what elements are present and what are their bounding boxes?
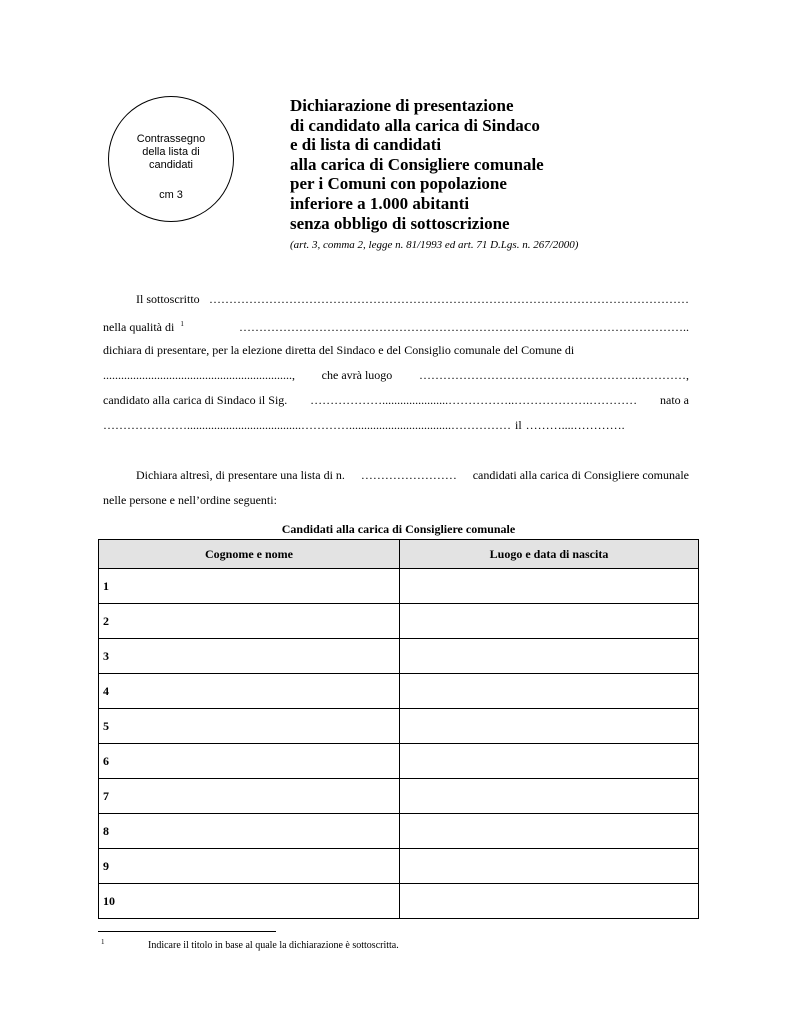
table-row [99, 884, 699, 919]
birth-cell[interactable] [400, 639, 699, 674]
mayor-candidate-field[interactable]: ………………......................……………..……………….………… [310, 393, 638, 407]
row-number-cell[interactable]: 8 [99, 814, 400, 849]
row-number-cell[interactable]: 4 [99, 674, 400, 709]
birth-cell[interactable] [400, 709, 699, 744]
declaration-text: dichiara di presentare, per la elezione diretta del Sindaco e del Consiglio comunale del Comune di [103, 343, 575, 357]
capacity-field[interactable]: ………………………………………………………………………………………………….. [239, 320, 689, 334]
birthdate-field[interactable]: ………....…………. [525, 418, 625, 432]
birthplace-label: nato a [660, 393, 689, 407]
title-line: e di lista di candidati [290, 135, 442, 155]
table-row [99, 814, 699, 849]
title-line: Dichiarazione di presentazione [290, 96, 514, 115]
header-name: Cognome e nome [99, 540, 400, 569]
capacity-label: nella qualità di [103, 320, 175, 334]
table-row [99, 604, 699, 639]
table-row [99, 709, 699, 744]
title-line: di candidato alla carica di Sindaco [290, 115, 540, 135]
birthplace-field[interactable]: …………………......................................…………..................................…………… [103, 418, 511, 432]
table-row [99, 639, 699, 674]
emblem-label: Contrassegno della lista di candidati [136, 133, 206, 171]
birth-cell[interactable] [400, 849, 699, 884]
table-row [99, 744, 699, 779]
row-number-cell[interactable]: 1 [99, 569, 400, 604]
footnote-mark: 1 [101, 938, 105, 946]
row-number-cell[interactable]: 6 [99, 744, 400, 779]
table-row [99, 779, 699, 814]
table-row [99, 849, 699, 884]
mayor-candidate-line [103, 393, 689, 407]
birth-cell[interactable] [400, 884, 699, 919]
signer-label: Il sottoscritto [136, 292, 200, 306]
table-row [99, 569, 699, 604]
election-date-label: che avrà luogo [321, 368, 393, 382]
municipality-field[interactable]: ..............................................................., [103, 368, 295, 382]
row-number-cell[interactable]: 7 [99, 779, 400, 814]
list-count-label: Dichiara altresì, di presentare una lista di n. [136, 468, 345, 482]
row-number-cell[interactable]: 5 [99, 709, 400, 744]
list-count-field[interactable]: …………………… [360, 468, 457, 482]
signer-field[interactable]: ………………………………………………………………………………………………………… [209, 292, 689, 306]
title-line: inferiore a 1.000 abitanti [290, 193, 470, 213]
birth-cell[interactable] [400, 674, 699, 709]
table-row [99, 674, 699, 709]
row-number-cell[interactable]: 3 [99, 639, 400, 674]
birth-cell[interactable] [400, 779, 699, 814]
emblem-placeholder-circle [108, 96, 234, 222]
signer-line [103, 292, 689, 306]
emblem-size: cm 3 [159, 189, 183, 201]
legal-reference: (art. 3, comma 2, legge n. 81/1993 ed art. 71 D.Lgs. n. 267/2000) [290, 239, 579, 251]
list-order-line [103, 493, 689, 507]
election-date-field[interactable]: ……………………………………………….…………, [418, 368, 689, 382]
birthdate-label: il [515, 418, 522, 432]
capacity-label-wrap [103, 317, 184, 334]
title-line: alla carica di Consigliere comunale [290, 154, 544, 174]
declaration-line [103, 343, 689, 357]
row-number-cell[interactable]: 10 [99, 884, 400, 919]
document-title [290, 96, 750, 233]
municipality-line [103, 368, 689, 382]
footnote-ref: 1 [180, 320, 184, 328]
row-number-cell[interactable]: 9 [99, 849, 400, 884]
row-number-cell[interactable]: 2 [99, 604, 400, 639]
candidates-table [98, 539, 699, 919]
footnote-text: Indicare il titolo in base al quale la dichiarazione è sottoscritta. [148, 940, 399, 951]
header-birth: Luogo e data di nascita [400, 540, 699, 569]
birth-cell[interactable] [400, 814, 699, 849]
table-header-row [99, 540, 699, 569]
birth-line [103, 418, 689, 432]
capacity-line [103, 317, 689, 334]
footnote-divider [98, 931, 276, 932]
list-count-line [103, 468, 689, 482]
title-line: senza obbligo di sottoscrizione [290, 213, 510, 233]
mayor-candidate-label: candidato alla carica di Sindaco il Sig. [103, 393, 288, 407]
title-line: per i Comuni con popolazione [290, 174, 507, 194]
birth-cell[interactable] [400, 744, 699, 779]
list-order-text: nelle persone e nell’ordine seguenti: [103, 493, 277, 507]
birth-cell[interactable] [400, 569, 699, 604]
birth-cell[interactable] [400, 604, 699, 639]
table-title: Candidati alla carica di Consigliere comunale [281, 522, 516, 536]
list-count-tail: candidati alla carica di Consigliere comunale [472, 468, 689, 482]
